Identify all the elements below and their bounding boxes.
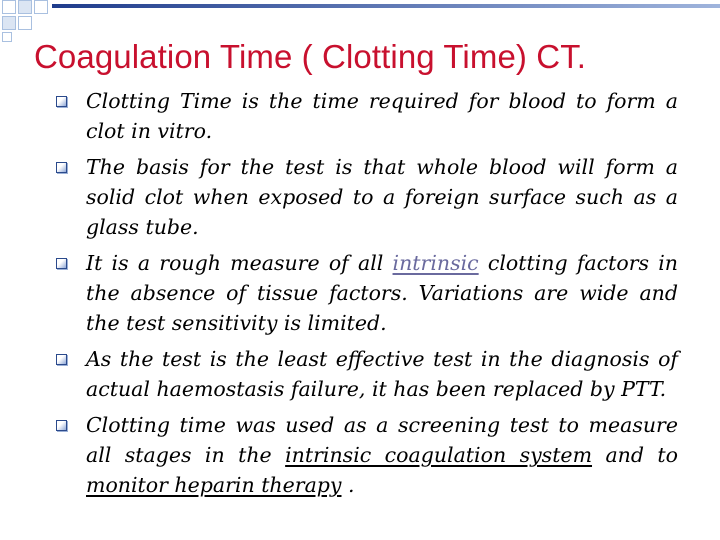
bullet-text: The basis for the test is that whole blood will form a solid clot when exposed to a foreign surface such as a glass tube.	[86, 155, 678, 239]
hollow-square-bullet-icon	[56, 258, 67, 269]
slide-title: Coagulation Time ( Clotting Time) CT.	[34, 38, 587, 75]
bullet-item-replaced-by-ptt	[56, 344, 678, 404]
hollow-square-bullet-icon	[56, 96, 67, 107]
intrinsic-link[interactable]: intrinsic	[392, 251, 479, 275]
intrinsic-coagulation-system-text: intrinsic coagulation system	[285, 443, 593, 467]
hollow-square-bullet-icon	[56, 354, 67, 365]
hollow-square-bullet-icon	[56, 420, 67, 431]
bullet-text-after: .	[341, 473, 355, 497]
bullet-text: As the test is the least effective test in the diagnosis of actual haemostasis failure, it has been replaced by PTT.	[86, 347, 678, 401]
bullet-list	[56, 86, 678, 506]
bullet-item-basis	[56, 152, 678, 242]
monitor-heparin-therapy-text: monitor heparin therapy	[86, 473, 342, 497]
hollow-square-bullet-icon	[56, 162, 67, 173]
bullet-text: Clotting Time is the time required for blood to form a clot in vitro.	[86, 89, 678, 143]
bullet-text-before: Clotting time was used as a screening test to measure all stages in the	[86, 413, 678, 467]
bullet-item-definition	[56, 86, 678, 146]
bullet-text-after: clotting factors in the absence of tissue factors. Variations are wide and the test sensitivity is limited.	[86, 251, 678, 335]
bullet-text-middle: and to	[592, 443, 678, 467]
title-accent-rule	[52, 4, 720, 8]
bullet-item-screening-use	[56, 410, 678, 500]
bullet-text-before: It is a rough measure of all	[86, 251, 393, 275]
bullet-item-intrinsic-measure	[56, 248, 678, 338]
